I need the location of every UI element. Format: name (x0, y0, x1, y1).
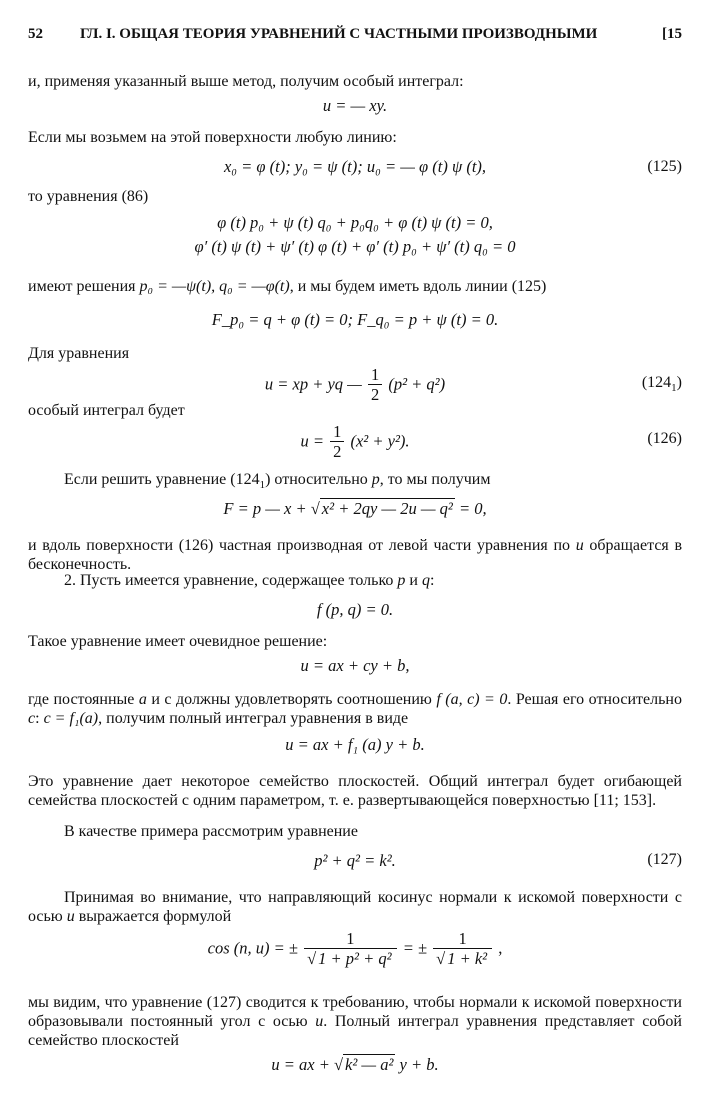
formula: u = — xy. (322, 96, 388, 115)
paragraph: и, применяя указанный выше метод, получим особый интеграл: (28, 73, 464, 90)
equation-number: $(124_1)$ (641, 374, 682, 395)
paragraph: и вдоль поверхности (126) частная производная от левой части уравнения по u обращается в бесконечность. (28, 537, 683, 573)
formula: u = ax + f₁ (a) y + b. (285, 735, 425, 754)
equation-number: (125) (647, 158, 682, 175)
paragraph: Это уравнение дает некоторое семейство плоскостей. Общий интеграл будет огибающей семейства плоскостей с одним параметром, т. е. развертывающейся поверхностью [11; 153]. (28, 773, 682, 809)
paragraph: Если решить уравнение $(124_1)$ относительно p, то мы получим (64, 471, 491, 492)
formula: u = ax + cy + b, (300, 656, 410, 675)
formula-127: p² + q² = k². (314, 851, 396, 870)
formula-126: u = $\frac{1}{2}$ (x² + y²). (300, 422, 410, 461)
formula: φ (t) p₀ + ψ (t) q₀ + p₀q₀ + φ (t) ψ (t) = 0, (217, 213, 493, 232)
formula: F = p — x + √ x² + 2qy — 2u — q² = 0, (223, 499, 487, 518)
equation-number: (126) (647, 430, 682, 447)
formula: cos (n, u) = ± $\frac{1}{\text{√ 1 + p² + q²}}$ = ± $\frac{1}{\text{√ 1 + k²}}$ , (207, 929, 503, 968)
section-number: [15 (662, 26, 682, 42)
paragraph: то уравнения (86) (28, 188, 149, 205)
paragraph: где постоянные a и с должны удовлетворять соотношению f (a, c) = 0. Решая его относительно c: c = f₁(a), получим полный интеграл уравнения в виде (28, 691, 682, 727)
page-number: 52 (28, 26, 43, 42)
equation-number: (127) (647, 851, 682, 868)
paragraph: Для уравнения (28, 345, 130, 362)
running-title: ГЛ. I. ОБЩАЯ ТЕОРИЯ УРАВНЕНИЙ С ЧАСТНЫМИ ПРОИЗВОДНЫМИ (80, 26, 598, 42)
paragraph: особый интеграл будет (28, 402, 185, 419)
formula: u = ax + √ k² — a² y + b. (271, 1055, 439, 1074)
paragraph: В качестве примера рассмотрим уравнение (64, 823, 358, 840)
paragraph: Если мы возьмем на этой поверхности любую линию: (28, 129, 397, 146)
formula: F_p₀ = q + φ (t) = 0; F_q₀ = p + ψ (t) = 0. (211, 310, 499, 329)
paragraph: Такое уравнение имеет очевидное решение: (28, 633, 328, 650)
formula-124-1: u = xp + yq — $\frac{1}{2}$ (p² + q²) (264, 365, 446, 404)
paragraph: 2. Пусть имеется уравнение, содержащее только p и q: (64, 572, 435, 589)
paragraph: мы видим, что уравнение (127) сводится к требованию, чтобы нормали к искомой поверхности образовывали постоянный угол с осью u. Полный интеграл уравнения представляет собой семейство плоскостей (28, 994, 682, 1049)
formula-125: x₀ = φ (t); y₀ = ψ (t); u₀ = — φ (t) ψ (t), (223, 157, 487, 176)
formula: f (p, q) = 0. (316, 600, 394, 619)
paragraph: имеют решения p₀ = —ψ(t), q₀ = —φ(t), и мы будем иметь вдоль линии (125) (28, 278, 547, 295)
formula: φ′ (t) ψ (t) + ψ′ (t) φ (t) + φ′ (t) p₀ + ψ′ (t) q₀ = 0 (194, 237, 516, 256)
paragraph: Принимая во внимание, что направляющий косинус нормали к искомой поверхности с осью u выражается формулой (28, 889, 682, 925)
